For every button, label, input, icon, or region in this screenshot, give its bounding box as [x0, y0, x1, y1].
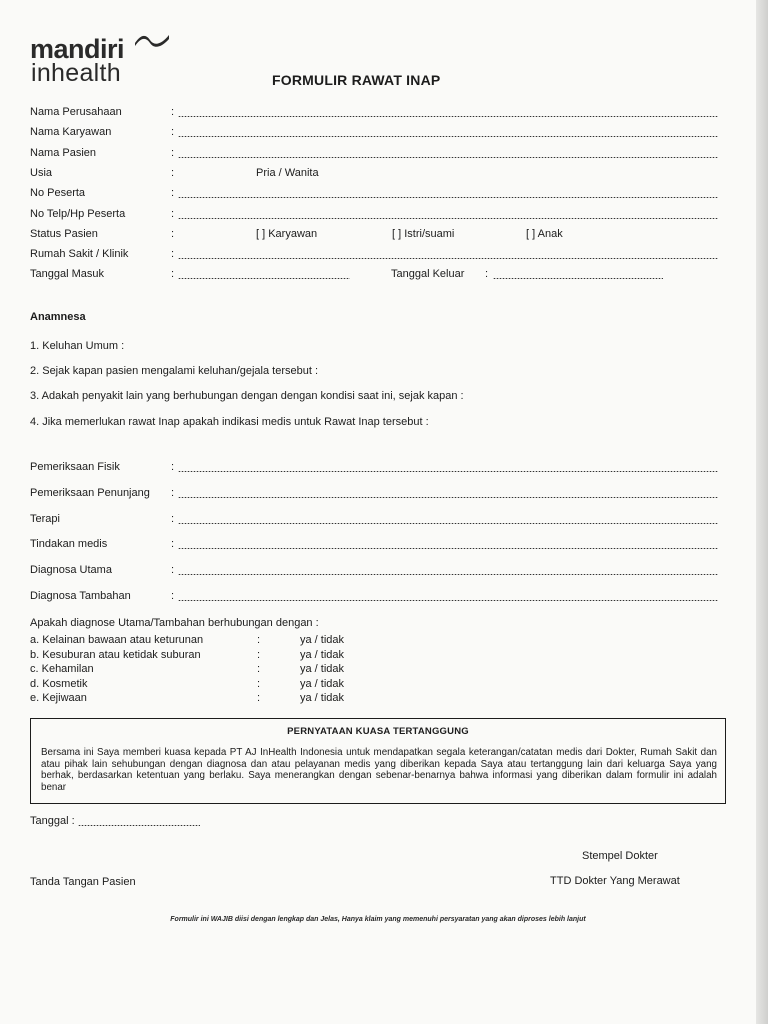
fill-line[interactable]: [178, 197, 718, 198]
field-colon: :: [257, 678, 261, 690]
fill-line[interactable]: [178, 523, 718, 524]
field-label: Usia: [30, 167, 53, 179]
field-label: Tindakan medis: [30, 538, 108, 550]
field-colon: :: [171, 187, 175, 199]
yes-no-option[interactable]: ya / tidak: [300, 649, 345, 661]
statement-title: PERNYATAAN KUASA TERTANGGUNG: [287, 726, 469, 737]
field-label: No Peserta: [30, 187, 86, 199]
footer-note: Formulir ini WAJIB diisi dengan lengkap dan Jelas, Hanya klaim yang memenuhi persyaratan yang akan diproses lebih lanjut: [170, 916, 586, 923]
field-colon: :: [171, 564, 175, 576]
anamnesa-question-2[interactable]: 2. Sejak kapan pasien mengalami keluhan/gejala tersebut :: [30, 365, 319, 377]
field-label: Diagnosa Utama: [30, 564, 112, 576]
field-colon: :: [485, 268, 489, 280]
tanggal-keluar-label: Tanggal Keluar: [391, 268, 465, 280]
field-label: Diagnosa Tambahan: [30, 590, 131, 602]
field-colon: :: [171, 487, 175, 499]
anamnesa-question-3[interactable]: 3. Adakah penyakit lain yang berhubungan dengan dengan kondisi saat ini, sejak kapan :: [30, 390, 464, 402]
field-colon: :: [171, 538, 175, 550]
fill-line[interactable]: [178, 600, 718, 601]
statement-text: Bersama ini Saya memberi kuasa kepada PT AJ InHealth Indonesia untuk mendapatkan segala keterangan/catatan medis dari Dokter, Rumah Sakit dan atau pihak lain sehubungan dengan diagnosa dan atau pelayanan medis yang diberikan kepada Saya atau tertanggung lain dari keluarga Saya yang berhak, berdasarkan ketentuan yang berlaku. Saya menerangkan dengan sebenar-benarnya bahwa informasi yang diberikan dalam formulir ini adalah benar: [41, 747, 717, 793]
yes-no-option[interactable]: ya / tidak: [300, 678, 345, 690]
diagnose-item-label: d. Kosmetik: [30, 678, 88, 690]
tanggal-fill-line[interactable]: [78, 825, 200, 826]
anamnesa-question-1[interactable]: 1. Keluhan Umum :: [30, 340, 125, 352]
logo-text-mandiri: mandiri: [30, 34, 125, 64]
diagnose-item-label: c. Kehamilan: [30, 663, 94, 675]
tanggal-label: Tanggal :: [30, 815, 75, 827]
yes-no-option[interactable]: ya / tidak: [300, 634, 345, 646]
yes-no-option[interactable]: ya / tidak: [300, 692, 345, 704]
field-label: Nama Karyawan: [30, 126, 112, 138]
field-colon: :: [171, 167, 175, 179]
field-label: Pemeriksaan Fisik: [30, 461, 120, 473]
diagnose-item-label: e. Kejiwaan: [30, 692, 87, 704]
anamnesa-heading: Anamnesa: [30, 311, 86, 323]
field-colon: :: [171, 106, 175, 118]
field-colon: :: [171, 126, 175, 138]
field-colon: :: [257, 649, 261, 661]
fill-line[interactable]: [178, 157, 718, 158]
field-label: No Telp/Hp Peserta: [30, 208, 126, 220]
fill-line[interactable]: [178, 116, 718, 117]
patient-signature-label[interactable]: Tanda Tangan Pasien: [30, 876, 136, 888]
fill-line[interactable]: [178, 548, 718, 549]
fill-line[interactable]: [178, 218, 718, 219]
status-checkbox-anak[interactable]: [ ] Anak: [526, 228, 563, 240]
stempel-dokter-label: Stempel Dokter: [582, 850, 658, 862]
fill-line[interactable]: [178, 471, 718, 472]
field-colon: :: [171, 228, 175, 240]
field-colon: :: [171, 147, 175, 159]
fill-line-keluar[interactable]: [493, 278, 663, 279]
field-label: Rumah Sakit / Klinik: [30, 248, 129, 260]
field-colon: :: [171, 513, 175, 525]
fill-line[interactable]: [178, 497, 718, 498]
field-colon: :: [257, 634, 261, 646]
fill-line[interactable]: [178, 574, 718, 575]
form-title: FORMULIR RAWAT INAP: [272, 72, 441, 88]
fill-line[interactable]: [178, 258, 718, 259]
field-colon: :: [257, 692, 261, 704]
field-label: Nama Pasien: [30, 147, 97, 159]
fill-line[interactable]: [178, 136, 718, 137]
field-label: Terapi: [30, 513, 60, 525]
field-label: Status Pasien: [30, 228, 98, 240]
paper-edge: [756, 0, 768, 1024]
field-label: Tanggal Masuk: [30, 268, 104, 280]
field-colon: :: [171, 461, 175, 473]
diagnose-question: Apakah diagnose Utama/Tambahan berhubungan dengan :: [30, 617, 319, 629]
field-colon: :: [257, 663, 261, 675]
doctor-signature-label[interactable]: TTD Dokter Yang Merawat: [550, 875, 680, 887]
yes-no-option[interactable]: ya / tidak: [300, 663, 345, 675]
logo-text-inhealth: inhealth: [31, 59, 121, 87]
field-label: Pemeriksaan Penunjang: [30, 487, 150, 499]
field-colon: :: [171, 208, 175, 220]
diagnose-item-label: b. Kesuburan atau ketidak suburan: [30, 649, 201, 661]
logo-wave-icon: [134, 32, 170, 48]
status-checkbox-karyawan[interactable]: [ ] Karyawan: [256, 228, 318, 240]
statement-box: [30, 718, 726, 804]
anamnesa-question-4[interactable]: 4. Jika memerlukan rawat Inap apakah indikasi medis untuk Rawat Inap tersebut :: [30, 416, 429, 428]
gender-options[interactable]: Pria / Wanita: [256, 167, 319, 179]
field-label: Nama Perusahaan: [30, 106, 122, 118]
fill-line-masuk[interactable]: [178, 278, 350, 279]
field-colon: :: [171, 268, 175, 280]
field-colon: :: [171, 248, 175, 260]
status-checkbox-istri-suami[interactable]: [ ] Istri/suami: [392, 228, 455, 240]
diagnose-item-label: a. Kelainan bawaan atau keturunan: [30, 634, 204, 646]
field-colon: :: [171, 590, 175, 602]
